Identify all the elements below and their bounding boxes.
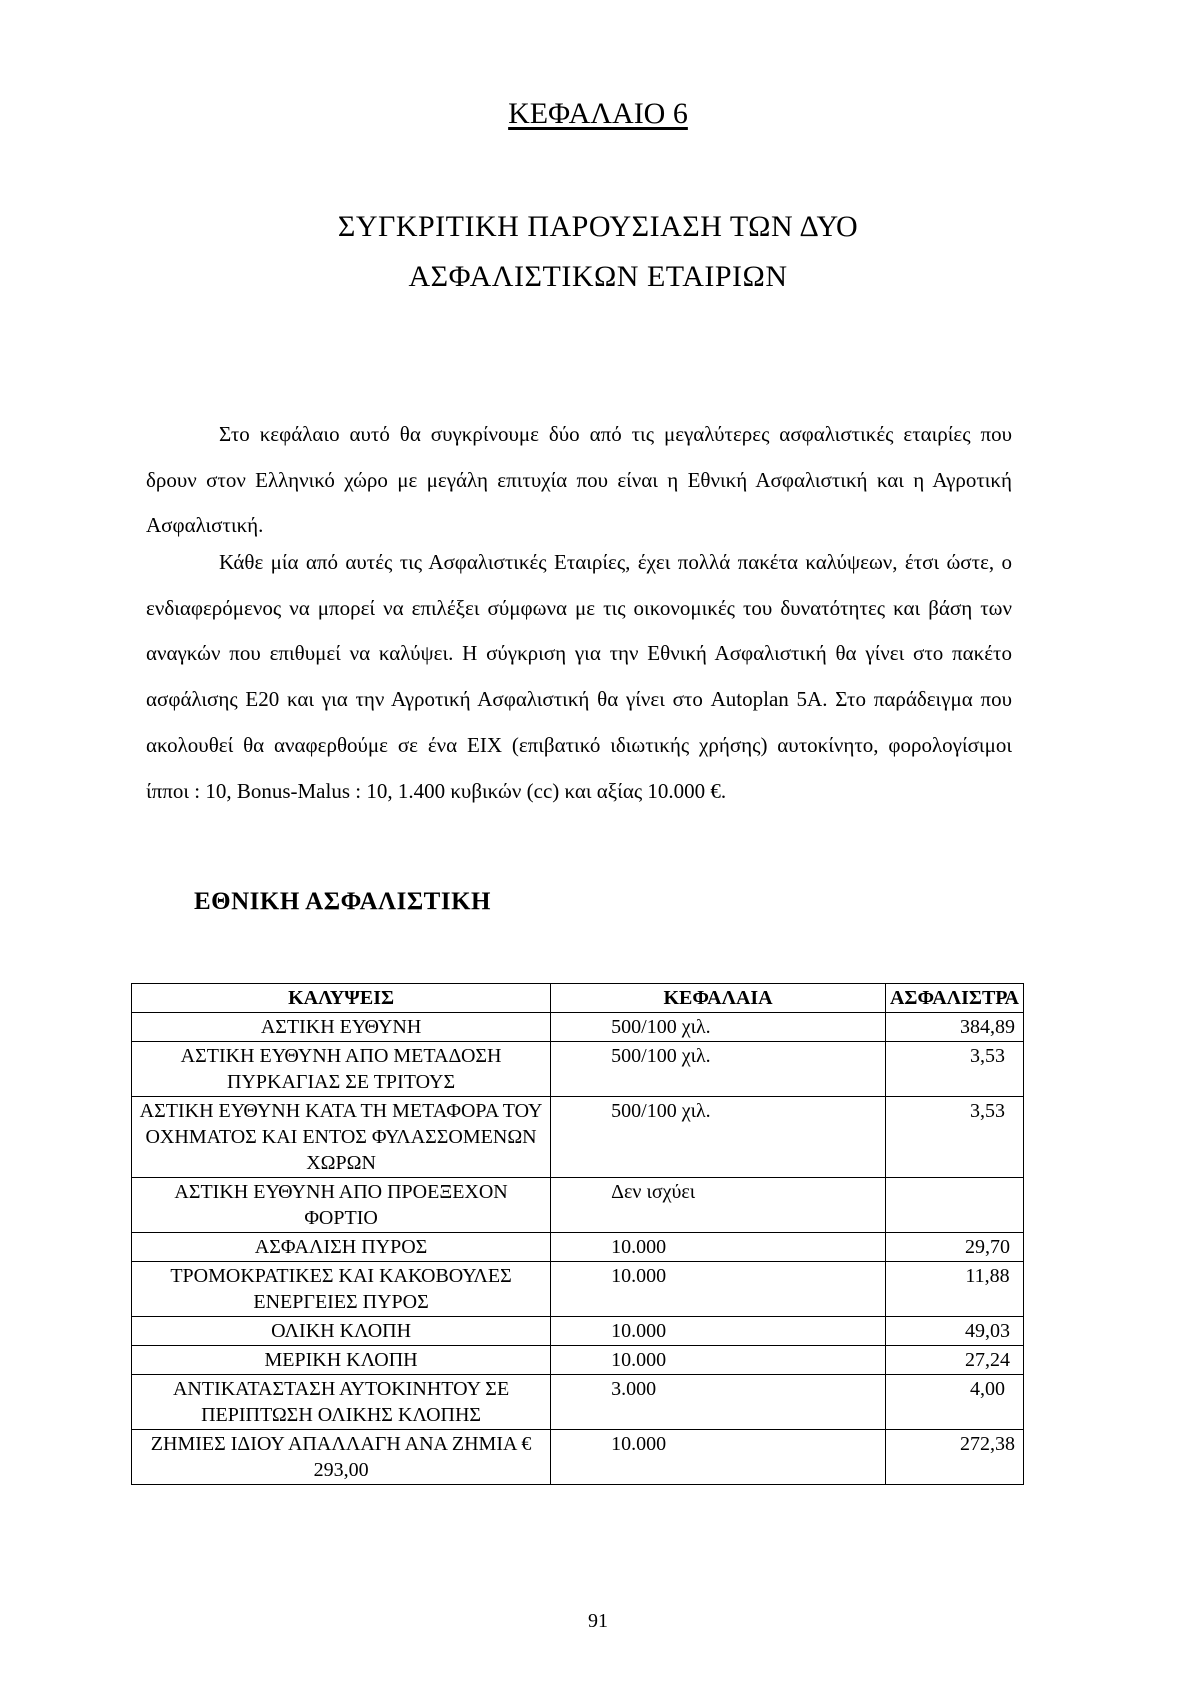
table-row — [132, 1042, 1024, 1097]
coverage-cell: ΑΣΤΙΚΗ ΕΥΘΥΝΗ ΑΠΟ ΜΕΤΑΔΟΣΗ ΠΥΡΚΑΓΙΑΣ ΣΕ ΤΡΙΤΟΥΣ — [132, 1042, 551, 1097]
capital-cell: 10.000 — [551, 1262, 886, 1317]
capital-cell: 500/100 χιλ. — [551, 1042, 886, 1097]
premium-cell: 3,53 — [885, 1042, 1023, 1097]
coverage-cell: ΟΛΙΚΗ ΚΛΟΠΗ — [132, 1317, 551, 1346]
page-number: 91 — [588, 1610, 608, 1632]
table-row — [132, 1375, 1024, 1430]
table-row — [132, 1262, 1024, 1317]
coverage-cell: ΑΣΤΙΚΗ ΕΥΘΥΝΗ — [132, 1013, 551, 1042]
premium-cell: 4,00 — [885, 1375, 1023, 1430]
table-row — [132, 1233, 1024, 1262]
coverage-cell: ΑΝΤΙΚΑΤΑΣΤΑΣΗ ΑΥΤΟΚΙΝΗΤΟΥ ΣΕ ΠΕΡΙΠΤΩΣΗ ΟΛΙΚΗΣ ΚΛΟΠΗΣ — [132, 1375, 551, 1430]
coverage-cell: ΜΕΡΙΚΗ ΚΛΟΠΗ — [132, 1346, 551, 1375]
premium-cell: 384,89 — [885, 1013, 1023, 1042]
coverage-table — [131, 983, 1024, 1485]
coverage-cell: ΑΣΦΑΛΙΣΗ ΠΥΡΟΣ — [132, 1233, 551, 1262]
premium-cell: 11,88 — [885, 1262, 1023, 1317]
coverage-cell: ΖΗΜΙΕΣ ΙΔΙΟΥ ΑΠΑΛΛΑΓΗ ΑΝΑ ΖΗΜΙΑ € 293,00 — [132, 1430, 551, 1485]
intro-paragraph: Στο κεφάλαιο αυτό θα συγκρίνουμε δύο από τις μεγαλύτερες ασφαλιστικές εταιρίες που δρουν στον Ελληνικό χώρο με μεγάλη επιτυχία που είναι η Εθνική Ασφαλιστική και η Αγροτική Ασφαλιστική. — [146, 422, 1012, 538]
chapter-heading: ΚΕΦΑΛΑΙΟ 6 — [508, 97, 688, 130]
table-row — [132, 1097, 1024, 1178]
table-row — [132, 1317, 1024, 1346]
comparison-paragraph: Κάθε μία από αυτές τις Ασφαλιστικές Εταιρίες, έχει πολλά πακέτα καλύψεων, έτσι ώστε, ο ενδιαφερόμενος να μπορεί να επιλέξει σύμφωνα με τις οικονομικές του δυνατότητες και βάση των αναγκών που επιθυμεί να καλύψει. Η σύγκριση για την Εθνική Ασφαλιστική θα γίνει στο πακέτο ασφάλισης Ε20 και για την Αγροτική Ασφαλιστική θα γίνει στο Autoplan 5A. Στο παράδειγμα που ακολουθεί θα αναφερθούμε σε ένα ΕΙΧ (επιβατικό ιδιωτικής χρήσης) αυτοκίνητο, φορολογίσιμοι ίπποι : 10, Bonus-Malus : 10, 1.400 κυβικών (cc) και αξίας 10.000 €. — [146, 550, 1012, 803]
coverage-cell: ΑΣΤΙΚΗ ΕΥΘΥΝΗ ΚΑΤΑ ΤΗ ΜΕΤΑΦΟΡΑ ΤΟΥ ΟΧΗΜΑΤΟΣ ΚΑΙ ΕΝΤΟΣ ΦΥΛΑΣΣΟΜΕΝΩΝ ΧΩΡΩΝ — [132, 1097, 551, 1178]
capital-cell: 500/100 χιλ. — [551, 1013, 886, 1042]
table-row — [132, 1013, 1024, 1042]
coverage-cell: ΤΡΟΜΟΚΡΑΤΙΚΕΣ ΚΑΙ ΚΑΚΟΒΟΥΛΕΣ ΕΝΕΡΓΕΙΕΣ ΠΥΡΟΣ — [132, 1262, 551, 1317]
capital-cell: 10.000 — [551, 1346, 886, 1375]
chapter-title-line-2: ΑΣΦΑΛΙΣΤΙΚΩΝ ΕΤΑΙΡΙΩΝ — [408, 260, 788, 293]
premium-cell: 29,70 — [885, 1233, 1023, 1262]
table-row — [132, 1346, 1024, 1375]
header-capitals: ΚΕΦΑΛΑΙΑ — [551, 984, 886, 1013]
premium-cell: 3,53 — [885, 1097, 1023, 1178]
premium-cell: 272,38 — [885, 1430, 1023, 1485]
table-row — [132, 1430, 1024, 1485]
header-coverages: ΚΑΛΥΨΕΙΣ — [132, 984, 551, 1013]
premium-cell: 49,03 — [885, 1317, 1023, 1346]
capital-cell: Δεν ισχύει — [551, 1178, 886, 1233]
header-premiums: ΑΣΦΑΛΙΣΤΡΑ — [885, 984, 1023, 1013]
chapter-title-line-1: ΣΥΓΚΡΙΤΙΚΗ ΠΑΡΟΥΣΙΑΣΗ ΤΩΝ ΔΥΟ — [337, 210, 859, 243]
table-row — [132, 1178, 1024, 1233]
capital-cell: 500/100 χιλ. — [551, 1097, 886, 1178]
table-header-row — [132, 984, 1024, 1013]
section-title: ΕΘΝΙΚΗ ΑΣΦΑΛΙΣΤΙΚΗ — [194, 888, 491, 915]
coverage-cell: ΑΣΤΙΚΗ ΕΥΘΥΝΗ ΑΠΟ ΠΡΟΕΞΕΧΟΝ ΦΟΡΤΙΟ — [132, 1178, 551, 1233]
premium-cell: 27,24 — [885, 1346, 1023, 1375]
capital-cell: 10.000 — [551, 1317, 886, 1346]
capital-cell: 10.000 — [551, 1233, 886, 1262]
premium-cell — [885, 1178, 1023, 1233]
capital-cell: 10.000 — [551, 1430, 886, 1485]
capital-cell: 3.000 — [551, 1375, 886, 1430]
